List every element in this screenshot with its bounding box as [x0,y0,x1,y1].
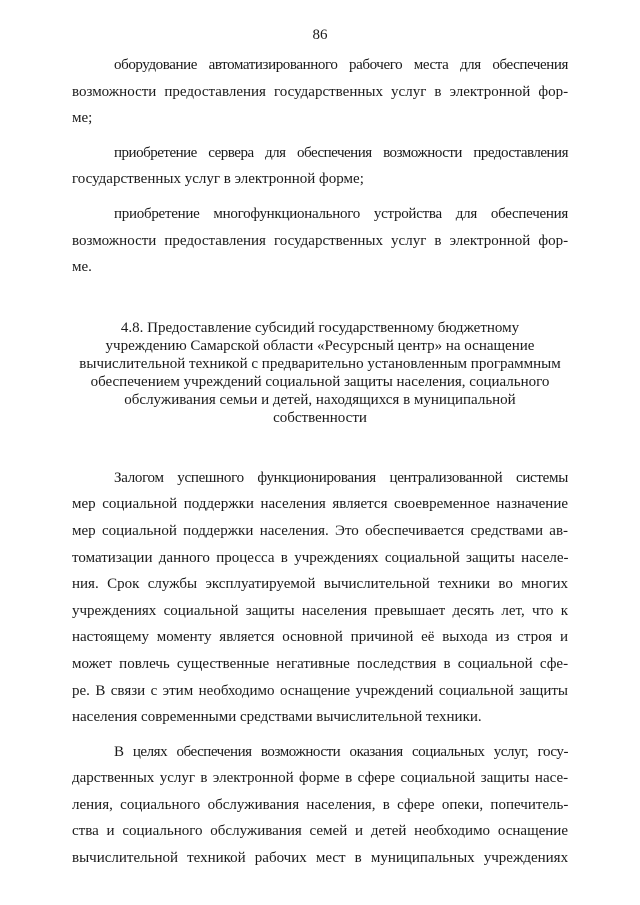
text-line: ме; [72,110,93,127]
text-line: учреждениях социальной защиты населения превышает десять лет, что к [72,602,568,619]
text-line: населения современными средствами вычислительной техники. [72,709,482,726]
document-body [72,52,568,872]
text-line: мер социальной поддержки населения. Это обеспечивается средствами ав- [72,522,569,539]
list-item-server [72,140,568,193]
heading-line: обеспечением учреждений социальной защиты населения, социального [90,373,550,390]
heading-line: обслуживания семьи и детей, находящихся в муниципальной [124,391,516,408]
text-line: настоящему моменту является основной причиной её выхода из строя и [72,629,568,646]
heading-line: 4.8. Предоставление субсидий государственному бюджетному [120,319,520,336]
text-line: вычислительной техникой рабочих мест в муниципальных учреждениях [72,850,569,867]
page-number: 86 [312,27,328,43]
text-line: В целях обеспечения возможности оказания социальных услуг, госу- [114,743,568,760]
body-paragraph [72,465,568,731]
text-line: оборудование автоматизированного рабочего места для обеспечения [114,57,568,73]
body-paragraph [72,739,568,872]
text-line: ме. [72,259,92,276]
text-line: мер социальной поддержки населения является своевременное назначение [72,496,569,513]
text-line: ния. Срок службы эксплуатируемой вычислительной техники во многих [72,576,568,593]
text-line: может повлечь существенные негативные последствия в социальной сфе- [72,655,569,672]
heading-line: собственности [273,409,367,426]
text-line: Залогом успешного функционирования централизованной системы [114,469,568,486]
text-line: государственных услуг в электронной форме; [72,171,364,188]
text-line: ре. В связи с этим необходимо оснащение учреждений социальной защиты [72,682,568,699]
text-line: дарственных услуг в электронной форме в сфере социальной защиты насе- [72,770,569,787]
text-line: возможности предоставления государственных услуг в электронной фор- [72,83,569,100]
text-line: возможности предоставления государственных услуг в электронной фор- [72,232,569,249]
text-line: ства и социального обслуживания семей и детей необходимо оснащение [72,823,568,840]
list-item-mfd [72,201,568,281]
text-line: приобретение многофункционального устройства для обеспечения [114,205,568,222]
text-line: ления, социального обслуживания населения, в сфере опеки, попечитель- [72,796,569,813]
list-item-workstation [72,52,568,132]
heading-line: вычислительной техникой с предварительно установленным программным [79,355,561,372]
text-line: томатизации данного процесса в учреждениях социальной защиты населе- [72,549,569,566]
section-heading [72,319,568,427]
text-line: приобретение сервера для обеспечения возможности предоставления [114,144,568,161]
heading-line: учреждению Самарской области «Ресурсный центр» на оснащение [105,337,535,354]
